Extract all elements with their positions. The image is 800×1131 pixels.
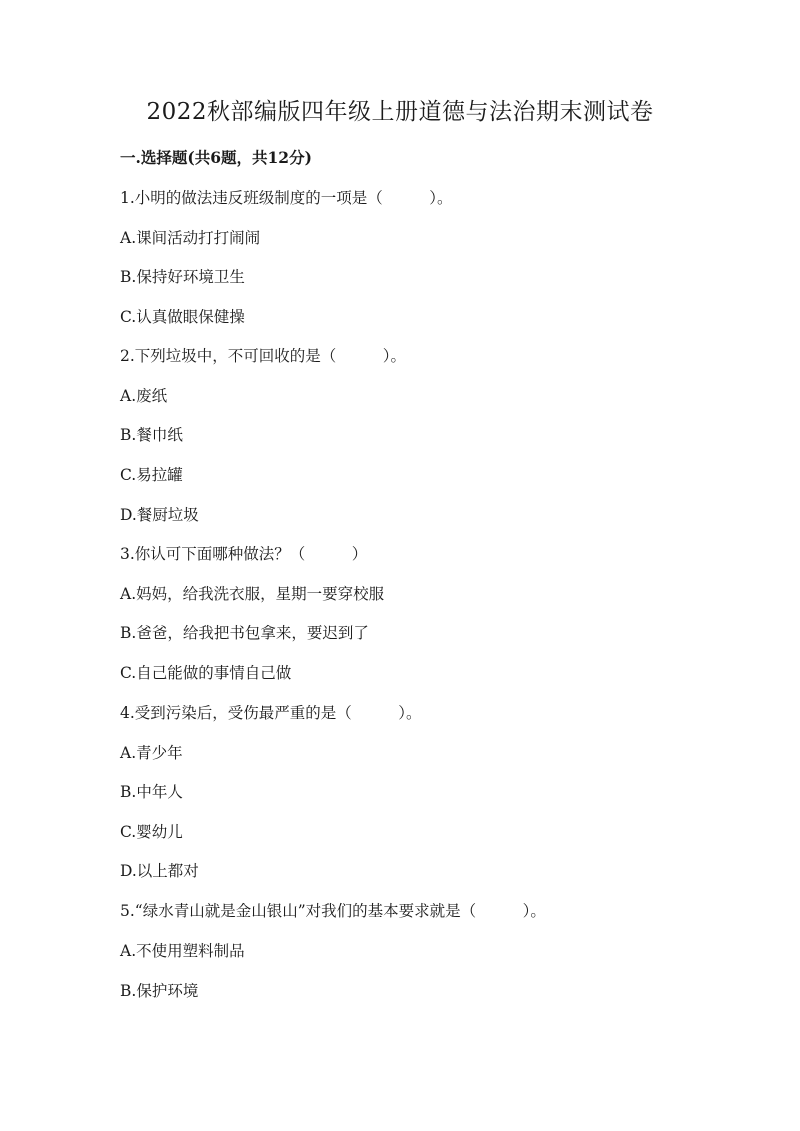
question-4-option-d: D.以上都对 bbox=[120, 862, 199, 880]
question-4-stem: 4.受到污染后，受伤最严重的是（ ）。 bbox=[120, 704, 422, 722]
section-heading: 一.选择题(共6题，共12分) bbox=[120, 148, 312, 167]
question-5-option-b: B.保护环境 bbox=[120, 982, 199, 1000]
question-1-option-c: C.认真做眼保健操 bbox=[120, 308, 245, 326]
question-2-option-b: B.餐巾纸 bbox=[120, 426, 183, 444]
question-1-option-b: B.保持好环境卫生 bbox=[120, 268, 245, 286]
question-3-option-c: C.自己能做的事情自己做 bbox=[120, 664, 292, 682]
page-title: 2022秋部编版四年级上册道德与法治期末测试卷 bbox=[146, 99, 654, 125]
question-2-stem: 2.下列垃圾中，不可回收的是（ ）。 bbox=[120, 347, 407, 365]
question-4-option-c: C.婴幼儿 bbox=[120, 823, 183, 841]
question-5-stem: 5.“绿水青山就是金山银山”对我们的基本要求就是（ ）。 bbox=[120, 902, 546, 920]
question-4-option-b: B.中年人 bbox=[120, 783, 183, 801]
question-2-option-c: C.易拉罐 bbox=[120, 466, 183, 484]
question-3-option-b: B.爸爸，给我把书包拿来，要迟到了 bbox=[120, 624, 369, 642]
question-3-option-a: A.妈妈，给我洗衣服，星期一要穿校服 bbox=[120, 585, 385, 603]
question-2-option-a: A.废纸 bbox=[120, 387, 168, 405]
question-2-option-d: D.餐厨垃圾 bbox=[120, 506, 199, 524]
question-4-option-a: A.青少年 bbox=[120, 744, 183, 762]
question-1-option-a: A.课间活动打打闹闹 bbox=[120, 229, 261, 247]
question-3-stem: 3.你认可下面哪种做法？（ ） bbox=[120, 545, 368, 563]
question-5-option-a: A.不使用塑料制品 bbox=[120, 942, 245, 960]
question-1-stem: 1.小明的做法违反班级制度的一项是（ ）。 bbox=[120, 189, 453, 207]
